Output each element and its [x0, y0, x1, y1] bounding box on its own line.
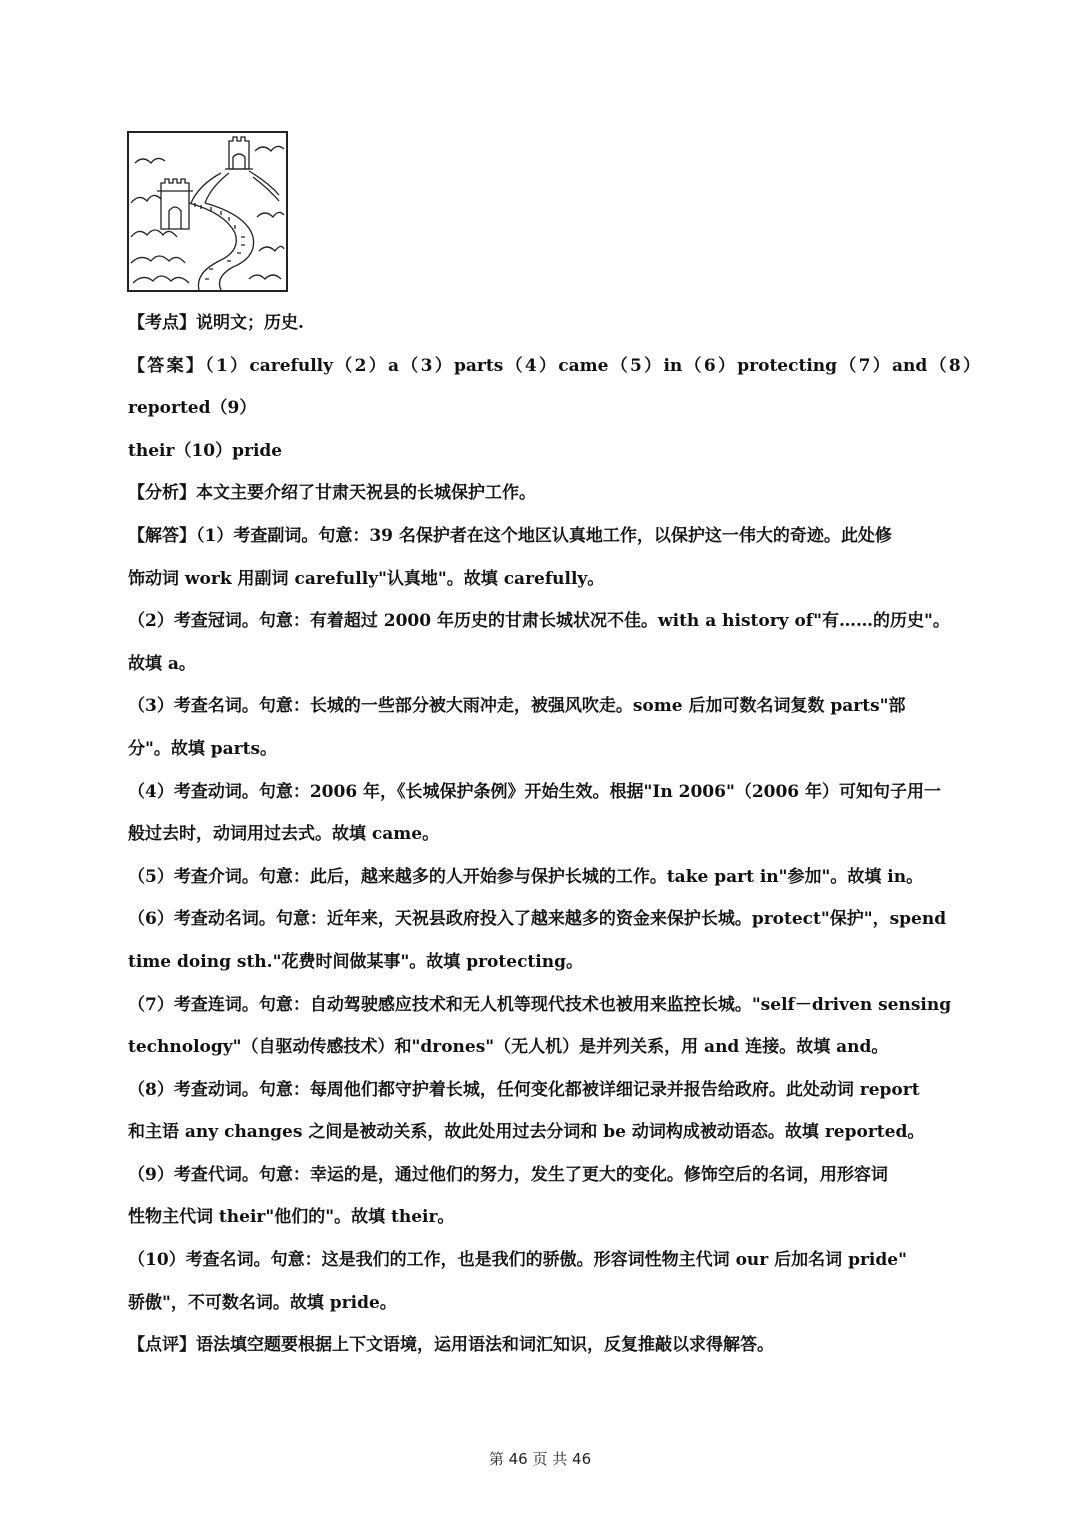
- solution-line: 【解答】（1）考查副词。句意：39 名保护者在这个地区认真地工作，以保护这一伟大的奇迹。此处修: [128, 525, 892, 546]
- solution-line: 和主语 any changes 之间是被动关系，故此处用过去分词和 be 动词构成被动语态。故填 reported。: [128, 1122, 925, 1143]
- analysis-line: 【分析】本文主要介绍了甘肃天祝县的长城保护工作。: [128, 483, 536, 504]
- solution-line: （6）考查动名词。句意：近年来，天祝县政府投入了越来越多的资金来保护长城。protect"保护"，spend: [128, 909, 947, 930]
- answer-section: [128, 302, 980, 1367]
- solution-line: time doing sth."花费时间做某事"。故填 protecting。: [128, 951, 583, 972]
- solution-line: （8）考查动词。句意：每周他们都守护着长城，任何变化都被详细记录并报告给政府。此处动词 report: [128, 1079, 920, 1100]
- solution-line: （7）考查连词。句意：自动驾驶感应技术和无人机等现代技术也被用来监控长城。"self－driven sensing: [128, 994, 952, 1015]
- solution-line: 般过去时，动词用过去式。故填 came。: [128, 824, 440, 845]
- solution-line: 骄傲"，不可数名词。故填 pride。: [128, 1292, 397, 1313]
- great-wall-illustration: [127, 131, 288, 292]
- solution-line: 性物主代词 their"他们的"。故填 their。: [128, 1207, 455, 1228]
- solution-line: （3）考查名词。句意：长城的一些部分被大雨冲走，被强风吹走。some 后加可数名词复数 parts"部: [128, 696, 906, 717]
- solution-line: technology"（自驱动传感技术）和"drones"（无人机）是并列关系，用 and 连接。故填 and。: [128, 1037, 889, 1058]
- solution-line: （10）考查名词。句意：这是我们的工作，也是我们的骄傲。形容词性物主代词 our 后加名词 pride": [128, 1250, 907, 1271]
- solution-line: 故填 a。: [128, 653, 196, 674]
- comment-line: 【点评】语法填空题要根据上下文语境，运用语法和词汇知识，反复推敲以求得解答。: [128, 1335, 774, 1356]
- keypoint-line: 【考点】说明文；历史.: [128, 313, 304, 333]
- answer-line: their（10）pride: [128, 440, 283, 461]
- solution-line: （9）考查代词。句意：幸运的是，通过他们的努力，发生了更大的变化。修饰空后的名词，用形容词: [128, 1164, 888, 1185]
- solution-line: （2）考查冠词。句意：有着超过 2000 年历史的甘肃长城状况不佳。with a history of"有……的历史"。: [128, 611, 950, 632]
- answer-line: 【答案】（1）carefully（2）a（3）parts（4）came（5）in（6）protecting（7）and（8）reported（9）: [128, 355, 980, 419]
- solution-line: 饰动词 work 用副词 carefully"认真地"。故填 carefully。: [128, 568, 605, 589]
- solution-line: 分"。故填 parts。: [128, 738, 278, 759]
- solution-line: （4）考查动词。句意：2006 年，《长城保护条例》开始生效。根据"In 2006"（2006 年）可知句子用一: [128, 781, 942, 802]
- solution-line: （5）考查介词。句意：此后，越来越多的人开始参与保护长城的工作。take part in"参加"。故填 in。: [128, 866, 924, 887]
- page-number: 第 46 页 共 46: [488, 1450, 592, 1468]
